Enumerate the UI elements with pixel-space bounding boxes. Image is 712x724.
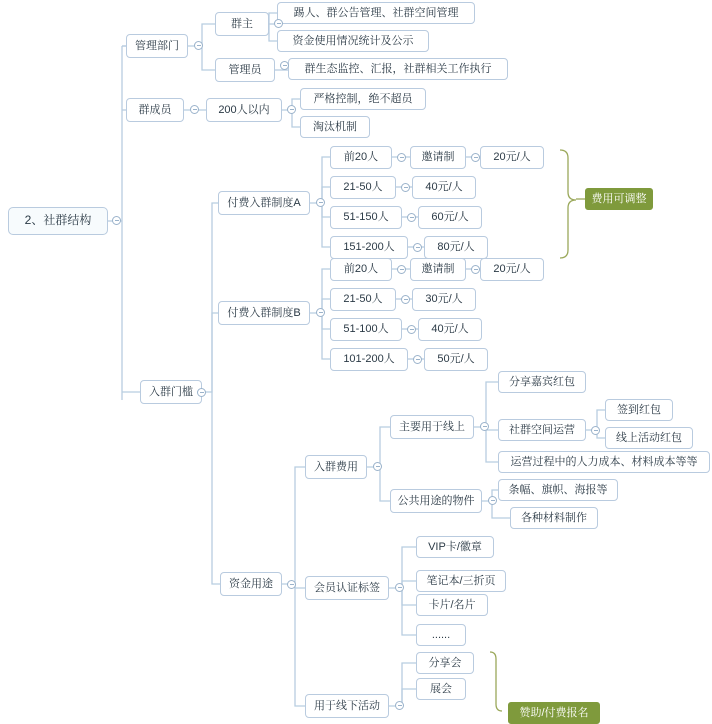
- mindmap-node-n-a4[interactable]: 151-200人: [330, 236, 408, 259]
- mindmap-node-n-b2b[interactable]: 30元/人: [412, 288, 476, 311]
- collapse-toggle-icon[interactable]: [397, 265, 406, 274]
- collapse-toggle-icon[interactable]: [274, 19, 283, 28]
- mindmap-node-n-owner-1[interactable]: 踢人、群公告管理、社群空间管理: [277, 2, 475, 24]
- mindmap-node-n-a1[interactable]: 前20人: [330, 146, 392, 169]
- mindmap-node-n-group-owner[interactable]: 群主: [215, 12, 269, 36]
- collapse-toggle-icon[interactable]: [401, 295, 410, 304]
- mindmap-node-n-strict[interactable]: 严格控制，绝不超员: [300, 88, 426, 110]
- mindmap-node-n-200[interactable]: 200人以内: [206, 98, 282, 122]
- mindmap-node-n-fund-use[interactable]: 资金用途: [220, 572, 282, 596]
- mindmap-node-n-online-3[interactable]: 运营过程中的人力成本、材料成本等等: [498, 451, 710, 473]
- mindmap-node-n-online-2[interactable]: 社群空间运营: [498, 419, 586, 441]
- collapse-toggle-icon[interactable]: [197, 388, 206, 397]
- mindmap-node-n-owner-2[interactable]: 资金使用情况统计及公示: [277, 30, 429, 52]
- mindmap-node-n-a1b[interactable]: 邀请制: [410, 146, 466, 169]
- collapse-toggle-icon[interactable]: [407, 213, 416, 222]
- mindmap-node-n-tag-2[interactable]: 笔记本/三折页: [416, 570, 506, 592]
- mindmap-node-n-public-items[interactable]: 公共用途的物件: [390, 489, 482, 513]
- collapse-toggle-icon[interactable]: [413, 243, 422, 252]
- mindmap-node-n-admin-1[interactable]: 群生态监控、汇报，社群相关工作执行: [288, 58, 508, 80]
- mindmap-node-n-tag-sponsor[interactable]: 赞助/付费报名: [508, 702, 600, 724]
- mindmap-node-n-b1[interactable]: 前20人: [330, 258, 392, 281]
- collapse-toggle-icon[interactable]: [287, 580, 296, 589]
- collapse-toggle-icon[interactable]: [407, 325, 416, 334]
- collapse-toggle-icon[interactable]: [316, 308, 325, 317]
- mindmap-node-n-a3[interactable]: 51-150人: [330, 206, 402, 229]
- mindmap-node-n-b2[interactable]: 21-50人: [330, 288, 396, 311]
- mindmap-node-n-online-2b[interactable]: 线上活动红包: [605, 427, 693, 449]
- mindmap-node-n-admin-dept[interactable]: 管理部门: [126, 34, 188, 58]
- collapse-toggle-icon[interactable]: [395, 701, 404, 710]
- mindmap-node-n-tag-fee[interactable]: 费用可调整: [585, 188, 653, 210]
- collapse-toggle-icon[interactable]: [112, 216, 121, 225]
- collapse-toggle-icon[interactable]: [480, 422, 489, 431]
- mindmap-node-n-public-2[interactable]: 各种材料制作: [510, 507, 598, 529]
- collapse-toggle-icon[interactable]: [373, 462, 382, 471]
- mindmap-node-n-tag-3[interactable]: 卡片/名片: [416, 594, 488, 616]
- mindmap-node-n-online-2a[interactable]: 签到红包: [605, 399, 673, 421]
- collapse-toggle-icon[interactable]: [280, 61, 289, 70]
- mindmap-node-n-online-1[interactable]: 分享嘉宾红包: [498, 371, 586, 393]
- mindmap-node-n-a2b[interactable]: 40元/人: [412, 176, 476, 199]
- collapse-toggle-icon[interactable]: [316, 198, 325, 207]
- mindmap-node-n-b3[interactable]: 51-100人: [330, 318, 402, 341]
- mindmap-node-n-tag-4[interactable]: ......: [416, 624, 466, 646]
- mindmap-node-n-b4b[interactable]: 50元/人: [424, 348, 488, 371]
- mindmap-node-n-b3b[interactable]: 40元/人: [418, 318, 482, 341]
- mindmap-node-n-planA[interactable]: 付费入群制度A: [218, 191, 310, 215]
- mindmap-node-n-planB[interactable]: 付费入群制度B: [218, 301, 310, 325]
- collapse-toggle-icon[interactable]: [471, 153, 480, 162]
- collapse-toggle-icon[interactable]: [591, 426, 600, 435]
- mindmap-node-n-join-fee[interactable]: 入群费用: [305, 455, 367, 479]
- mindmap-node-n-b4[interactable]: 101-200人: [330, 348, 408, 371]
- collapse-toggle-icon[interactable]: [395, 583, 404, 592]
- mindmap-node-n-off-1[interactable]: 分享会: [416, 652, 474, 674]
- mindmap-node-n-b1b[interactable]: 邀请制: [410, 258, 466, 281]
- mindmap-node-n-tag-1[interactable]: VIP卡/徽章: [416, 536, 494, 558]
- mindmap-node-n-a3b[interactable]: 60元/人: [418, 206, 482, 229]
- mindmap-node-n-members[interactable]: 群成员: [126, 98, 184, 122]
- mindmap-node-n-a4b[interactable]: 80元/人: [424, 236, 488, 259]
- collapse-toggle-icon[interactable]: [401, 183, 410, 192]
- collapse-toggle-icon[interactable]: [194, 41, 203, 50]
- mindmap-node-n-threshold[interactable]: 入群门槛: [140, 380, 202, 404]
- mindmap-node-n-a1c[interactable]: 20元/人: [480, 146, 544, 169]
- collapse-toggle-icon[interactable]: [471, 265, 480, 274]
- collapse-toggle-icon[interactable]: [190, 105, 199, 114]
- collapse-toggle-icon[interactable]: [397, 153, 406, 162]
- mindmap-node-n-offline[interactable]: 用于线下活动: [305, 694, 389, 718]
- mindmap-node-n-eliminate[interactable]: 淘汰机制: [300, 116, 370, 138]
- mindmap-node-n-admin[interactable]: 管理员: [215, 58, 275, 82]
- mindmap-node-n-off-2[interactable]: 展会: [416, 678, 466, 700]
- collapse-toggle-icon[interactable]: [488, 496, 497, 505]
- mindmap-node-n-b1c[interactable]: 20元/人: [480, 258, 544, 281]
- mindmap-node-n-a2[interactable]: 21-50人: [330, 176, 396, 199]
- mindmap-node-n-public-1[interactable]: 条幅、旗帜、海报等: [498, 479, 618, 501]
- collapse-toggle-icon[interactable]: [413, 355, 422, 364]
- mindmap-node-root[interactable]: 2、社群结构: [8, 207, 108, 235]
- collapse-toggle-icon[interactable]: [287, 105, 296, 114]
- mindmap-node-n-online[interactable]: 主要用于线上: [390, 415, 474, 439]
- mindmap-node-n-member-tag[interactable]: 会员认证标签: [305, 576, 389, 600]
